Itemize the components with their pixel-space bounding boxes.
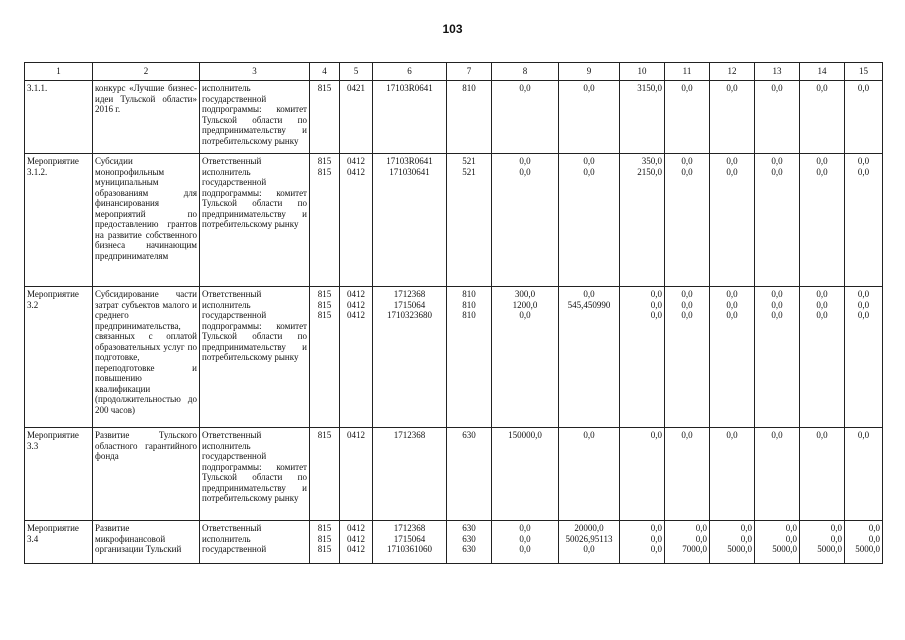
col-header: 2 [93,63,200,81]
col-header: 11 [665,63,710,81]
col-header: 8 [492,63,559,81]
col-header: 13 [755,63,800,81]
col-header: 7 [447,63,492,81]
executor: исполнитель государственной подпрограммы: комитет Тульской области по предпринимательству и потребительскому рынку [200,81,310,154]
section-code: 0412 0412 [340,154,373,287]
amount-col-10: 0,0 0,0 0,0 [620,287,665,428]
section-code: 0412 [340,428,373,521]
col-header: 15 [845,63,883,81]
executor: Ответственный исполнитель государственной подпрограммы: комитет Тульской области по предпринимательству и потребительскому рынку [200,428,310,521]
amount-col-11: 0,0 [665,428,710,521]
amount-col-8: 0,0 [492,81,559,154]
amount-col-15: 0,0 [845,81,883,154]
measure-code: Мероприятие 3.1.2. [25,154,93,287]
target-article: 1712368 1715064 1710361060 [373,521,447,564]
expense-type: 630 630 630 [447,521,492,564]
expense-type: 810 [447,81,492,154]
amount-col-14: 0,0 0,0 5000,0 [800,521,845,564]
expense-type: 810 810 810 [447,287,492,428]
grbs-code: 815 [310,81,340,154]
amount-col-12: 0,0 [710,428,755,521]
col-header: 4 [310,63,340,81]
target-article: 17103R0641 [373,81,447,154]
amount-col-13: 0,0 0,0 [755,154,800,287]
section-code: 0412 0412 0412 [340,521,373,564]
amount-col-10: 3150,0 [620,81,665,154]
amount-col-8: 300,0 1200,0 0,0 [492,287,559,428]
executor: Ответственный исполнитель государственной подпрограммы: комитет Тульской области по предпринимательству и потребительскому рынку [200,154,310,287]
measure-code: Мероприятие 3.4 [25,521,93,564]
amount-col-9: 0,0 [559,81,620,154]
budget-table [24,62,883,564]
grbs-code: 815 815 815 [310,287,340,428]
amount-col-9: 20000,0 50026,95113 0,0 [559,521,620,564]
amount-col-14: 0,0 0,0 0,0 [800,287,845,428]
amount-col-12: 0,0 [710,81,755,154]
amount-col-8: 0,0 0,0 [492,154,559,287]
amount-col-9: 0,0 545,450990 [559,287,620,428]
amount-col-12: 0,0 0,0 5000,0 [710,521,755,564]
col-header: 3 [200,63,310,81]
grbs-code: 815 [310,428,340,521]
measure-name: Субсидирование части затрат субъектов малого и среднего предпринимательства, связанных с оплатой образовательных услуг по подготовке, переподготовке и повышению квалификации (продолжительностью до 200 часов) [93,287,200,428]
amount-col-10: 0,0 [620,428,665,521]
measure-code: Мероприятие 3.2 [25,287,93,428]
measure-name: конкурс «Лучшие бизнес-идеи Тульской области» 2016 г. [93,81,200,154]
page-number: 103 [442,22,463,36]
amount-col-15: 0,0 0,0 [845,154,883,287]
col-header: 12 [710,63,755,81]
table-row [25,287,883,428]
amount-col-15: 0,0 0,0 5000,0 [845,521,883,564]
amount-col-8: 150000,0 [492,428,559,521]
grbs-code: 815 815 [310,154,340,287]
amount-col-14: 0,0 0,0 [800,154,845,287]
amount-col-13: 0,0 [755,428,800,521]
measure-code: 3.1.1. [25,81,93,154]
amount-col-11: 0,0 [665,81,710,154]
expense-type: 521 521 [447,154,492,287]
amount-col-14: 0,0 [800,81,845,154]
col-header: 14 [800,63,845,81]
table-row [25,154,883,287]
amount-col-13: 0,0 [755,81,800,154]
amount-col-12: 0,0 0,0 0,0 [710,287,755,428]
amount-col-14: 0,0 [800,428,845,521]
amount-col-13: 0,0 0,0 0,0 [755,287,800,428]
amount-col-15: 0,0 0,0 0,0 [845,287,883,428]
amount-col-11: 0,0 0,0 0,0 [665,287,710,428]
amount-col-9: 0,0 0,0 [559,154,620,287]
measure-name: Субсидии монопрофильным муниципальным образованиям для финансирования мероприятий по предоставлению грантов на развитие собственного бизнеса начинающим предпринимателям [93,154,200,287]
header-row [25,63,883,81]
amount-col-12: 0,0 0,0 [710,154,755,287]
table-row [25,81,883,154]
col-header: 9 [559,63,620,81]
amount-col-9: 0,0 [559,428,620,521]
amount-col-13: 0,0 0,0 5000,0 [755,521,800,564]
target-article: 17103R0641 171030641 [373,154,447,287]
table-row [25,428,883,521]
amount-col-10: 350,0 2150,0 [620,154,665,287]
col-header: 1 [25,63,93,81]
target-article: 1712368 1715064 1710323680 [373,287,447,428]
executor: Ответственный исполнитель государственной подпрограммы: комитет Тульской области по предпринимательству и потребительскому рынку [200,287,310,428]
section-code: 0412 0412 0412 [340,287,373,428]
amount-col-11: 0,0 0,0 7000,0 [665,521,710,564]
col-header: 6 [373,63,447,81]
col-header: 10 [620,63,665,81]
measure-code: Мероприятие 3.3 [25,428,93,521]
measure-name: Развитие микрофинансовой организации Тульский [93,521,200,564]
table-row [25,521,883,564]
section-code: 0421 [340,81,373,154]
grbs-code: 815 815 815 [310,521,340,564]
measure-name: Развитие Тульского областного гарантийного фонда [93,428,200,521]
target-article: 1712368 [373,428,447,521]
expense-type: 630 [447,428,492,521]
amount-col-8: 0,0 0,0 0,0 [492,521,559,564]
amount-col-10: 0,0 0,0 0,0 [620,521,665,564]
amount-col-11: 0,0 0,0 [665,154,710,287]
amount-col-15: 0,0 [845,428,883,521]
executor: Ответственный исполнитель государственной [200,521,310,564]
col-header: 5 [340,63,373,81]
